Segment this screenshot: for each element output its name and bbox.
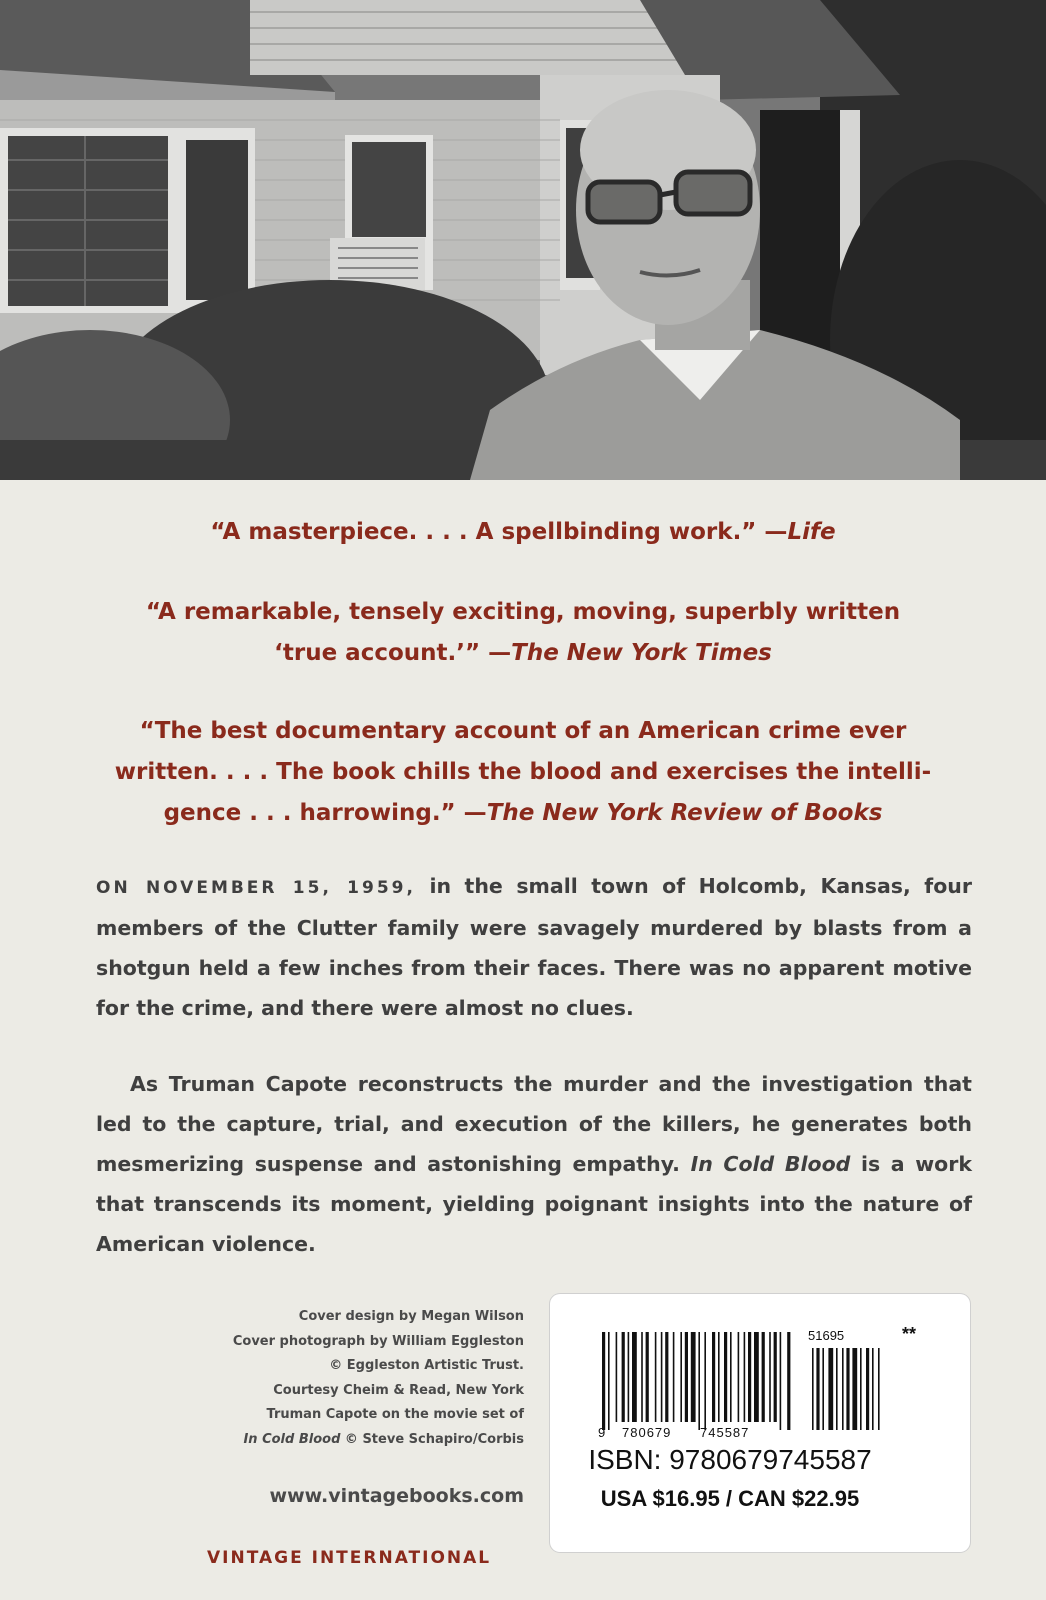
barcode-bar [665,1332,668,1422]
barcode-addon-bar [846,1348,849,1430]
credit-photo-source: © Steve Schapiro/Corbis [344,1431,524,1447]
sticker-stars: ** [902,1324,917,1344]
barcode-addon-bar [872,1348,874,1430]
barcode-bar [608,1332,610,1430]
barcode-bar [787,1332,790,1430]
barcode-bar [673,1332,675,1422]
photo-illustration [0,0,1046,480]
barcode-addon-bar [878,1348,880,1430]
barcode-addon-bar [822,1348,824,1430]
quote-text-line-3: gence . . . harrowing.” — [163,800,487,826]
barcode-bar [698,1332,700,1430]
barcode-bar [655,1332,657,1422]
barcode-bar [754,1332,759,1422]
barcode-price-sticker [550,1294,970,1552]
barcode-bar [718,1332,720,1422]
credit-line: Truman Capote on the movie set of [266,1407,524,1422]
barcode-addon-bar [812,1348,814,1430]
barcode-bar [780,1332,782,1430]
credit-book-title: In Cold Blood [243,1431,341,1447]
book-title-inline: In Cold Blood [690,1152,851,1176]
barcode-addon-bar [852,1348,857,1430]
author-photograph [0,0,1046,480]
barcode-addon-bar [860,1348,862,1430]
barcode-bar [685,1332,688,1422]
credit-line: Courtesy Cheim & Read, New York [273,1382,524,1398]
barcode-icon [602,1332,902,1430]
barcode-digits-right: 745587 [700,1425,750,1440]
quote-source: The New York Review of Books [486,800,883,826]
credit-line: © Eggleston Artistic Trust. [329,1358,524,1373]
barcode-bar [724,1332,727,1422]
description-paragraph-2 [96,1064,972,1264]
barcode-addon-digits: 51695 [808,1328,845,1343]
barcode-addon-bar [828,1348,833,1430]
barcode-bar [769,1332,771,1422]
barcode-bar [602,1332,605,1430]
quote-text-line-2: written. . . . The book chills the blood and exercises the intelli- [114,759,932,785]
barcode-bar [632,1332,637,1422]
description-p1-text: in the small town of Holcomb, Kansas, four members of the Clutter family were savagely murdered by blasts from a shotgun held a few inches from their faces. There was no apparent motive for the crime, and there were almost no clues. [96,874,972,1020]
barcode-bar [646,1332,649,1422]
credit-line: Cover design by Megan Wilson [298,1309,524,1324]
review-quote-nyt [60,592,986,674]
review-quote-life [60,512,986,553]
barcode-bar [748,1332,751,1422]
description-p2-start: As Truman Capote reconstructs the murder and the investigation that led to the capture, trial, and execution of the killers, he generates both mesmerizing suspense and astonishing empathy. [96,1072,972,1176]
barcode-bar [730,1332,732,1422]
description-paragraph-1 [96,866,972,1028]
cover-credits [233,1305,524,1452]
barcode-addon-bar [816,1348,819,1430]
barcode-bar [762,1332,765,1422]
barcode-digit-first: 9 [598,1425,606,1440]
barcode-bar [616,1332,618,1422]
barcode-bar [704,1332,706,1430]
quote-source: The New York Times [511,640,772,666]
description-lead: ON NOVEMBER 15, 1959, [96,878,416,898]
barcode-addon-bar [836,1348,838,1430]
credit-line: Cover photograph by William Eggleston [232,1333,524,1349]
barcode-bar [622,1332,625,1422]
description-p2-end: is a work that transcends its moment, yielding poignant insights into the nature of American violence. [96,1152,972,1256]
barcode-addon-bar [866,1348,869,1430]
review-quote-nyrb [60,711,986,834]
barcode-bar [744,1332,746,1422]
barcode-bar [691,1332,696,1422]
price-label: USA $16.95 / CAN $22.95 [600,1486,860,1511]
credit-line [233,1428,524,1453]
barcode-addon-bar [842,1348,844,1430]
barcode-bar [661,1332,663,1422]
barcode-bar [712,1332,715,1422]
barcode-bar [628,1332,630,1422]
publisher-website[interactable]: www.vintagebooks.com [269,1485,524,1507]
barcode-bar [774,1332,777,1422]
quote-text: “A masterpiece. . . . A spellbinding work.” — [210,519,788,545]
quote-text-line-2: ‘true account.’” — [274,640,512,666]
barcode-bar [738,1332,740,1422]
publisher-imprint: VINTAGE INTERNATIONAL [207,1548,492,1568]
barcode-bar [680,1332,682,1422]
quote-text-line-1: “The best documentary account of an American crime ever [139,718,907,744]
barcode-bar [641,1332,643,1422]
barcode-digits-left: 780679 [622,1425,672,1440]
isbn-number: ISBN: 9780679745587 [588,1444,872,1475]
quote-source: Life [787,519,836,545]
quote-text-line-1: “A remarkable, tensely exciting, moving, superbly written [145,599,901,625]
